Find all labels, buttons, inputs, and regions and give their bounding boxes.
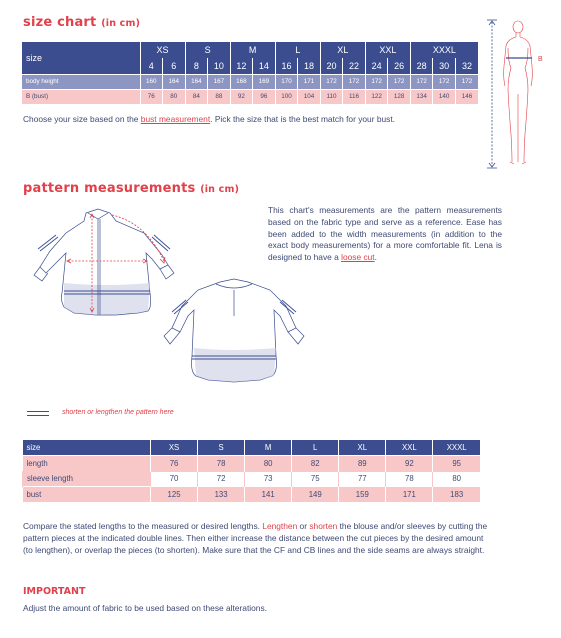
value-cell: 134 [410, 89, 433, 104]
size-chart-table [22, 42, 478, 104]
value-cell: 141 [245, 487, 292, 503]
value-cell: 84 [185, 89, 208, 104]
size-chart-unit: (in cm) [101, 18, 141, 29]
pattern-description-text: This chart's measurements are the pattern measurements based on the fabric type and serve as a reference. Ease has been added to the width measurements (in addition to the exact body measurements) for a more comfortable fit. Lena is designed to have a [268, 205, 502, 263]
row-label: length [23, 456, 151, 472]
value-cell: 164 [163, 74, 186, 89]
value-cell: 149 [292, 487, 339, 503]
value-cell: 96 [253, 89, 276, 104]
pattern-description-end: . [374, 252, 377, 263]
body-height-row [22, 74, 478, 89]
instructions-text-end: the blouse and/or sleeves by cutting the pattern pieces at the indicated double lines. Then either increase the distance between the cut pieces by the desired amount (to lengthen), or overlap the pieces (to shorten). Make sure that the CF and CB lines and the side seams are always straight. [23, 521, 488, 555]
eu-size-cell: 8 [185, 58, 208, 74]
pattern-title [23, 181, 239, 196]
value-cell: 88 [208, 89, 231, 104]
size-group-cell: M [230, 42, 275, 58]
value-cell: 78 [198, 456, 245, 472]
value-cell: 76 [151, 456, 198, 472]
value-cell: 146 [455, 89, 478, 104]
eu-size-cell: 26 [388, 58, 411, 74]
pattern-unit: (in cm) [200, 184, 240, 195]
eu-size-cell: 30 [433, 58, 456, 74]
value-cell: 122 [365, 89, 388, 104]
size-note-text-end: . Pick the size that is the best match for your bust. [210, 114, 395, 124]
value-cell: 80 [163, 89, 186, 104]
value-cell: 172 [410, 74, 433, 89]
shorten-word: shorten [309, 521, 338, 531]
eu-size-cell: 22 [343, 58, 366, 74]
eu-size-cell: 28 [410, 58, 433, 74]
woman-figure [504, 21, 533, 164]
header-cell: XXXL [433, 440, 480, 456]
value-cell: 89 [339, 456, 386, 472]
value-cell: 171 [386, 487, 433, 503]
important-text: Adjust the amount of fabric to be used based on these alterations. [23, 603, 267, 613]
header-cell: M [245, 440, 292, 456]
eu-size-cell: 12 [230, 58, 253, 74]
value-cell: 170 [275, 74, 298, 89]
size-note [23, 113, 493, 125]
value-cell: 100 [275, 89, 298, 104]
value-cell: 183 [433, 487, 480, 503]
body-figure-illustration [484, 16, 548, 172]
bust-row [23, 487, 481, 503]
value-cell: 167 [208, 74, 231, 89]
value-cell: 80 [433, 471, 480, 487]
value-cell: 169 [253, 74, 276, 89]
pattern-measurements-table [22, 440, 480, 502]
size-chart-title [23, 15, 140, 30]
eu-size-cell: 16 [275, 58, 298, 74]
value-cell: 128 [388, 89, 411, 104]
header-cell: XS [151, 440, 198, 456]
eu-size-cell: 24 [365, 58, 388, 74]
value-cell: 82 [292, 456, 339, 472]
bust-row [22, 89, 478, 104]
value-cell: 125 [151, 487, 198, 503]
header-cell: XXL [386, 440, 433, 456]
important-heading: IMPORTANT [23, 586, 86, 597]
value-cell: 133 [198, 487, 245, 503]
row-label: B (bust) [22, 89, 140, 104]
header-cell: XL [339, 440, 386, 456]
size-group-cell: XXXL [410, 42, 478, 58]
row-label: body height [22, 74, 140, 89]
eu-size-cell: 18 [298, 58, 321, 74]
bust-label: B [538, 56, 543, 63]
value-cell: 95 [433, 456, 480, 472]
value-cell: 159 [339, 487, 386, 503]
value-cell: 164 [185, 74, 208, 89]
value-cell: 78 [386, 471, 433, 487]
value-cell: 172 [455, 74, 478, 89]
size-group-cell: XXL [365, 42, 410, 58]
value-cell: 140 [433, 89, 456, 104]
value-cell: 172 [365, 74, 388, 89]
value-cell: 92 [230, 89, 253, 104]
eu-size-cell: 20 [320, 58, 343, 74]
value-cell: 72 [198, 471, 245, 487]
size-group-cell: XL [320, 42, 365, 58]
value-cell: 73 [245, 471, 292, 487]
blouse-back-illustration [150, 276, 320, 384]
size-chart-title-text: size chart [23, 15, 97, 30]
value-cell: 168 [230, 74, 253, 89]
size-group-cell: XS [140, 42, 185, 58]
eu-size-cell: 32 [455, 58, 478, 74]
eu-size-cell: 10 [208, 58, 231, 74]
eu-size-cell: 6 [163, 58, 186, 74]
value-cell: 171 [298, 74, 321, 89]
bust-measurement-link[interactable]: bust measurement [140, 114, 211, 124]
value-cell: 80 [245, 456, 292, 472]
value-cell: 172 [320, 74, 343, 89]
double-line-legend-icon [27, 411, 49, 416]
value-cell: 75 [292, 471, 339, 487]
value-cell: 172 [343, 74, 366, 89]
pattern-title-text: pattern measurements [23, 181, 196, 196]
size-group-cell: L [275, 42, 320, 58]
size-group-row [22, 42, 478, 58]
lengthen-word: Lengthen [262, 521, 298, 531]
value-cell: 160 [140, 74, 163, 89]
header-cell: size [23, 440, 151, 456]
value-cell: 172 [388, 74, 411, 89]
value-cell: 76 [140, 89, 163, 104]
length-row [23, 456, 481, 472]
header-cell: S [198, 440, 245, 456]
loose-cut-link[interactable]: loose cut [341, 252, 375, 263]
sleeve-length-row [23, 471, 481, 487]
value-cell: 70 [151, 471, 198, 487]
instructions-text: Compare the stated lengths to the measured or desired lengths. [23, 521, 263, 531]
value-cell: 77 [339, 471, 386, 487]
header-cell: L [292, 440, 339, 456]
value-cell: 104 [298, 89, 321, 104]
size-note-text: Choose your size based on the [23, 114, 141, 124]
value-cell: 172 [433, 74, 456, 89]
value-cell: 116 [343, 89, 366, 104]
size-group-cell: S [185, 42, 230, 58]
value-cell: 92 [386, 456, 433, 472]
value-cell: 110 [320, 89, 343, 104]
pattern-description [268, 205, 502, 264]
eu-size-cell: 14 [253, 58, 276, 74]
row-label: bust [23, 487, 151, 503]
pattern-header-row [23, 440, 481, 456]
height-arrow [487, 20, 497, 168]
legend-text: shorten or lengthen the pattern here [62, 409, 174, 416]
row-label: sleeve length [23, 471, 151, 487]
eu-size-cell: 4 [140, 58, 163, 74]
instructions [23, 521, 493, 557]
instructions-or: or [297, 521, 310, 531]
size-label-cell: size [22, 42, 140, 74]
